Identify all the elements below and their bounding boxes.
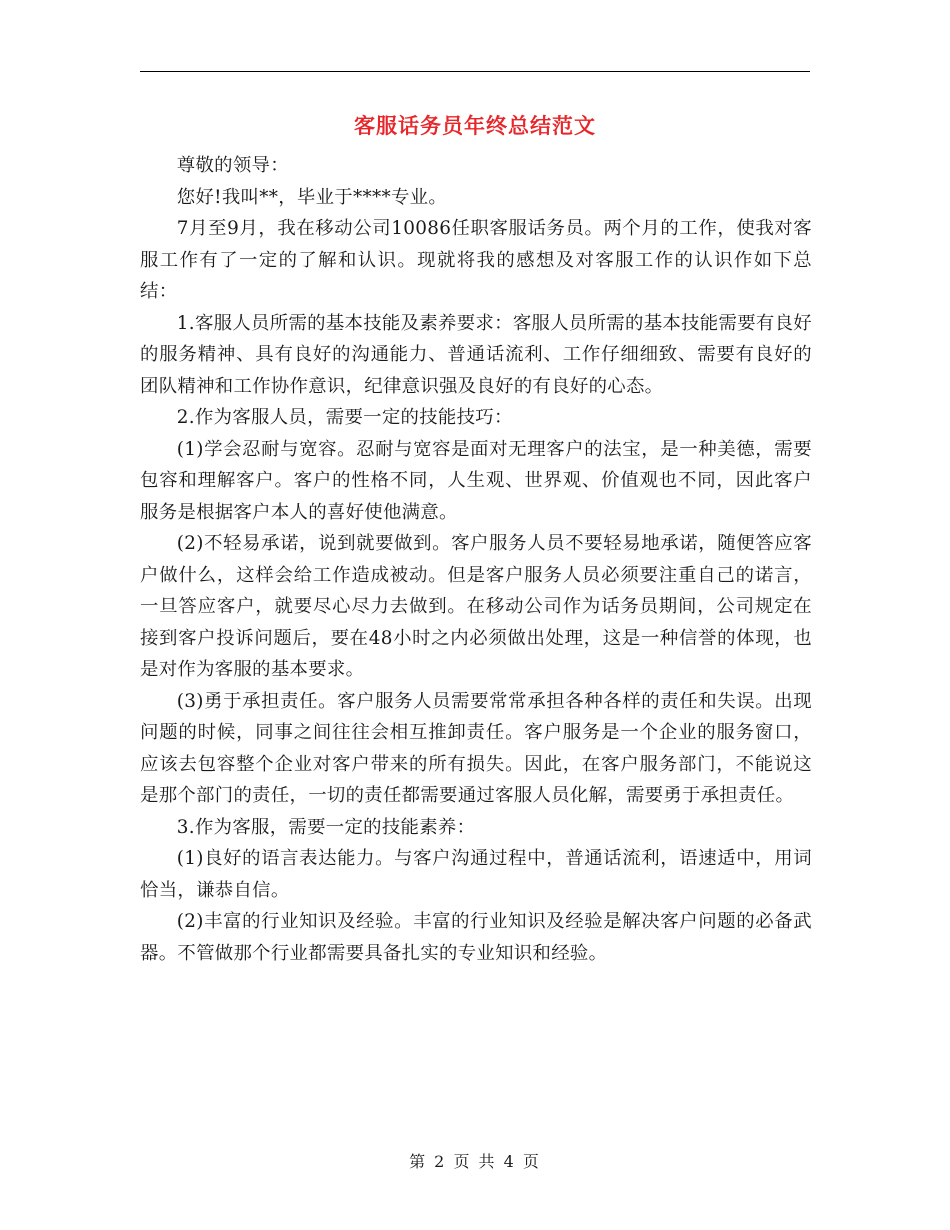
paragraph-section-2-heading: 2.作为客服人员，需要一定的技能技巧： — [176, 407, 513, 428]
header-rule — [140, 71, 810, 72]
paragraph-greeting: 您好!我叫**，毕业于****专业。 — [176, 186, 448, 208]
paragraph-section-3-heading: 3.作为客服，需要一定的技能素养： — [176, 816, 476, 838]
paragraph-salutation: 尊敬的领导： — [176, 155, 289, 176]
document-body — [140, 150, 812, 969]
paragraph-section-1: 1.客服人员所需的基本技能及素养要求：客服人员所需的基本技能需要有良好的服务精神、具有良好的沟通能力、普通话流利、工作仔细细致、需要有良好的团队精神和工作协作意识，纪律意识强及良好的有良好的心态。 — [140, 312, 812, 397]
paragraph-section-3-item-1: (1)良好的语言表达能力。与客户沟通过程中，普通话流利，语速适中，用词恰当，谦恭自信。 — [140, 848, 812, 901]
document-title: 客服话务员年终总结范文 — [354, 113, 596, 138]
page-number-footer: 第 2 页 共 4 页 — [409, 1152, 541, 1171]
paragraph-intro: 7月至9月，我在移动公司10086任职客服话务员。两个月的工作，使我对客服工作有了一定的了解和认识。现就将我的感想及对客服工作的认识作如下总结： — [140, 218, 812, 302]
paragraph-section-2-item-3: (3)勇于承担责任。客户服务人员需要常常承担各种各样的责任和失误。出现问题的时候，同事之间往往会相互推卸责任。客户服务是一个企业的服务窗口，应该去包容整个企业对客户带来的所有损失。因此，在客户服务部门，不能说这是那个部门的责任，一切的责任都需要通过客服人员化解，需要勇于承担责任。 — [140, 690, 812, 806]
paragraph-section-2-item-2: (2)不轻易承诺，说到就要做到。客户服务人员不要轻易地承诺，随便答应客户做什么，这样会给工作造成被动。但是客户服务人员必须要注重自己的诺言，一旦答应客户，就要尽心尽力去做到。在移动公司作为话务员期间，公司规定在接到客户投诉问题后，要在48小时之内必须做出处理，这是一种信誉的体现，也是对作为客服的基本要求。 — [140, 533, 812, 680]
paragraph-section-3-item-2: (2)丰富的行业知识及经验。丰富的行业知识及经验是解决客户问题的必备武器。不管做那个行业都需要具备扎实的专业知识和经验。 — [140, 911, 812, 964]
paragraph-section-2-item-1: (1)学会忍耐与宽容。忍耐与宽容是面对无理客户的法宝，是一种美德，需要包容和理解客户。客户的性格不同，人生观、世界观、价值观也不同，因此客户服务是根据客户本人的喜好使他满意。 — [140, 438, 812, 523]
